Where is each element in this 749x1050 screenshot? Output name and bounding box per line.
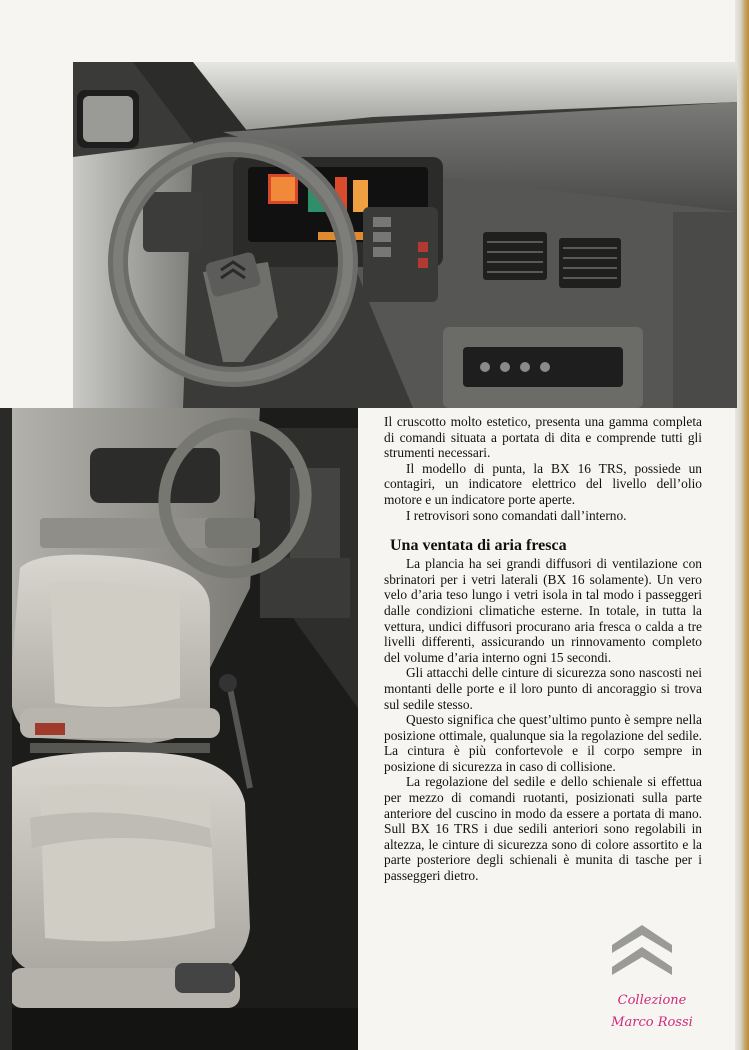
intro-paragraph-2: Il modello di punta, la BX 16 TRS, possiede un contagiri, un indicatore elettrico del livello dell’olio motore e un indicatore porte aperte.: [384, 460, 702, 507]
article-text: [384, 414, 702, 884]
intro-paragraph-1: Il cruscotto molto estetico, presenta una gamma completa di comandi situata a portata di dita e comprende tutti gli strumenti necessari.: [384, 414, 702, 461]
watermark-line-2: Marco Rossi: [611, 1015, 693, 1030]
main-paragraph-4: La regolazione del sedile e dello schienale si effettua per mezzo di comandi ruotanti, posizionati sulla parte anteriore del cuscino in modo da essere a portata di mano. Sull BX 16 TRS i due sedili anteriori sono regolabili in altezza, le cinture di sicurezza sono di colore assortito e la parte posteriore degli schienali è munita di tasche per i passeggeri dietro.: [384, 774, 702, 884]
collection-watermark: [596, 990, 708, 1034]
watermark-line-1: Collezione: [617, 993, 687, 1008]
dashboard-photo: [73, 62, 737, 408]
main-paragraph-3: Questo significa che quest’ultimo punto è sempre nella posizione ottimale, qualunque sia la regolazione del sedile. La cintura è più confortevole e il corpo sempre in posizione di sicurezza in caso di collisione.: [384, 712, 702, 774]
section-heading: Una ventata di aria fresca: [390, 537, 567, 555]
page-edge: [735, 0, 749, 1050]
interior-seats-photo: [0, 408, 358, 1050]
main-paragraph-1: La plancia ha sei grandi diffusori di ventilazione con sbrinatori per i vetri laterali (BX 16 solamente). Un vero velo d’aria teso lungo i vetri isola in tal modo i passeggeri dalle condizioni climatiche esterne. In totale, in tutta la vettura, undici diffusori procurano aria fresca o calda a tre livelli differenti, assicurando un rinnovamento completo del volume d’aria interno ogni 15 secondi.: [384, 556, 702, 665]
brand-logo-icon: [608, 915, 676, 989]
main-paragraph-2: Gli attacchi delle cinture di sicurezza sono nascosti nei montanti delle porte e il loro punto di ancoraggio si trova sul sedile stesso.: [384, 665, 702, 712]
intro-paragraph-3: I retrovisori sono comandati dall’interno.: [406, 507, 627, 523]
